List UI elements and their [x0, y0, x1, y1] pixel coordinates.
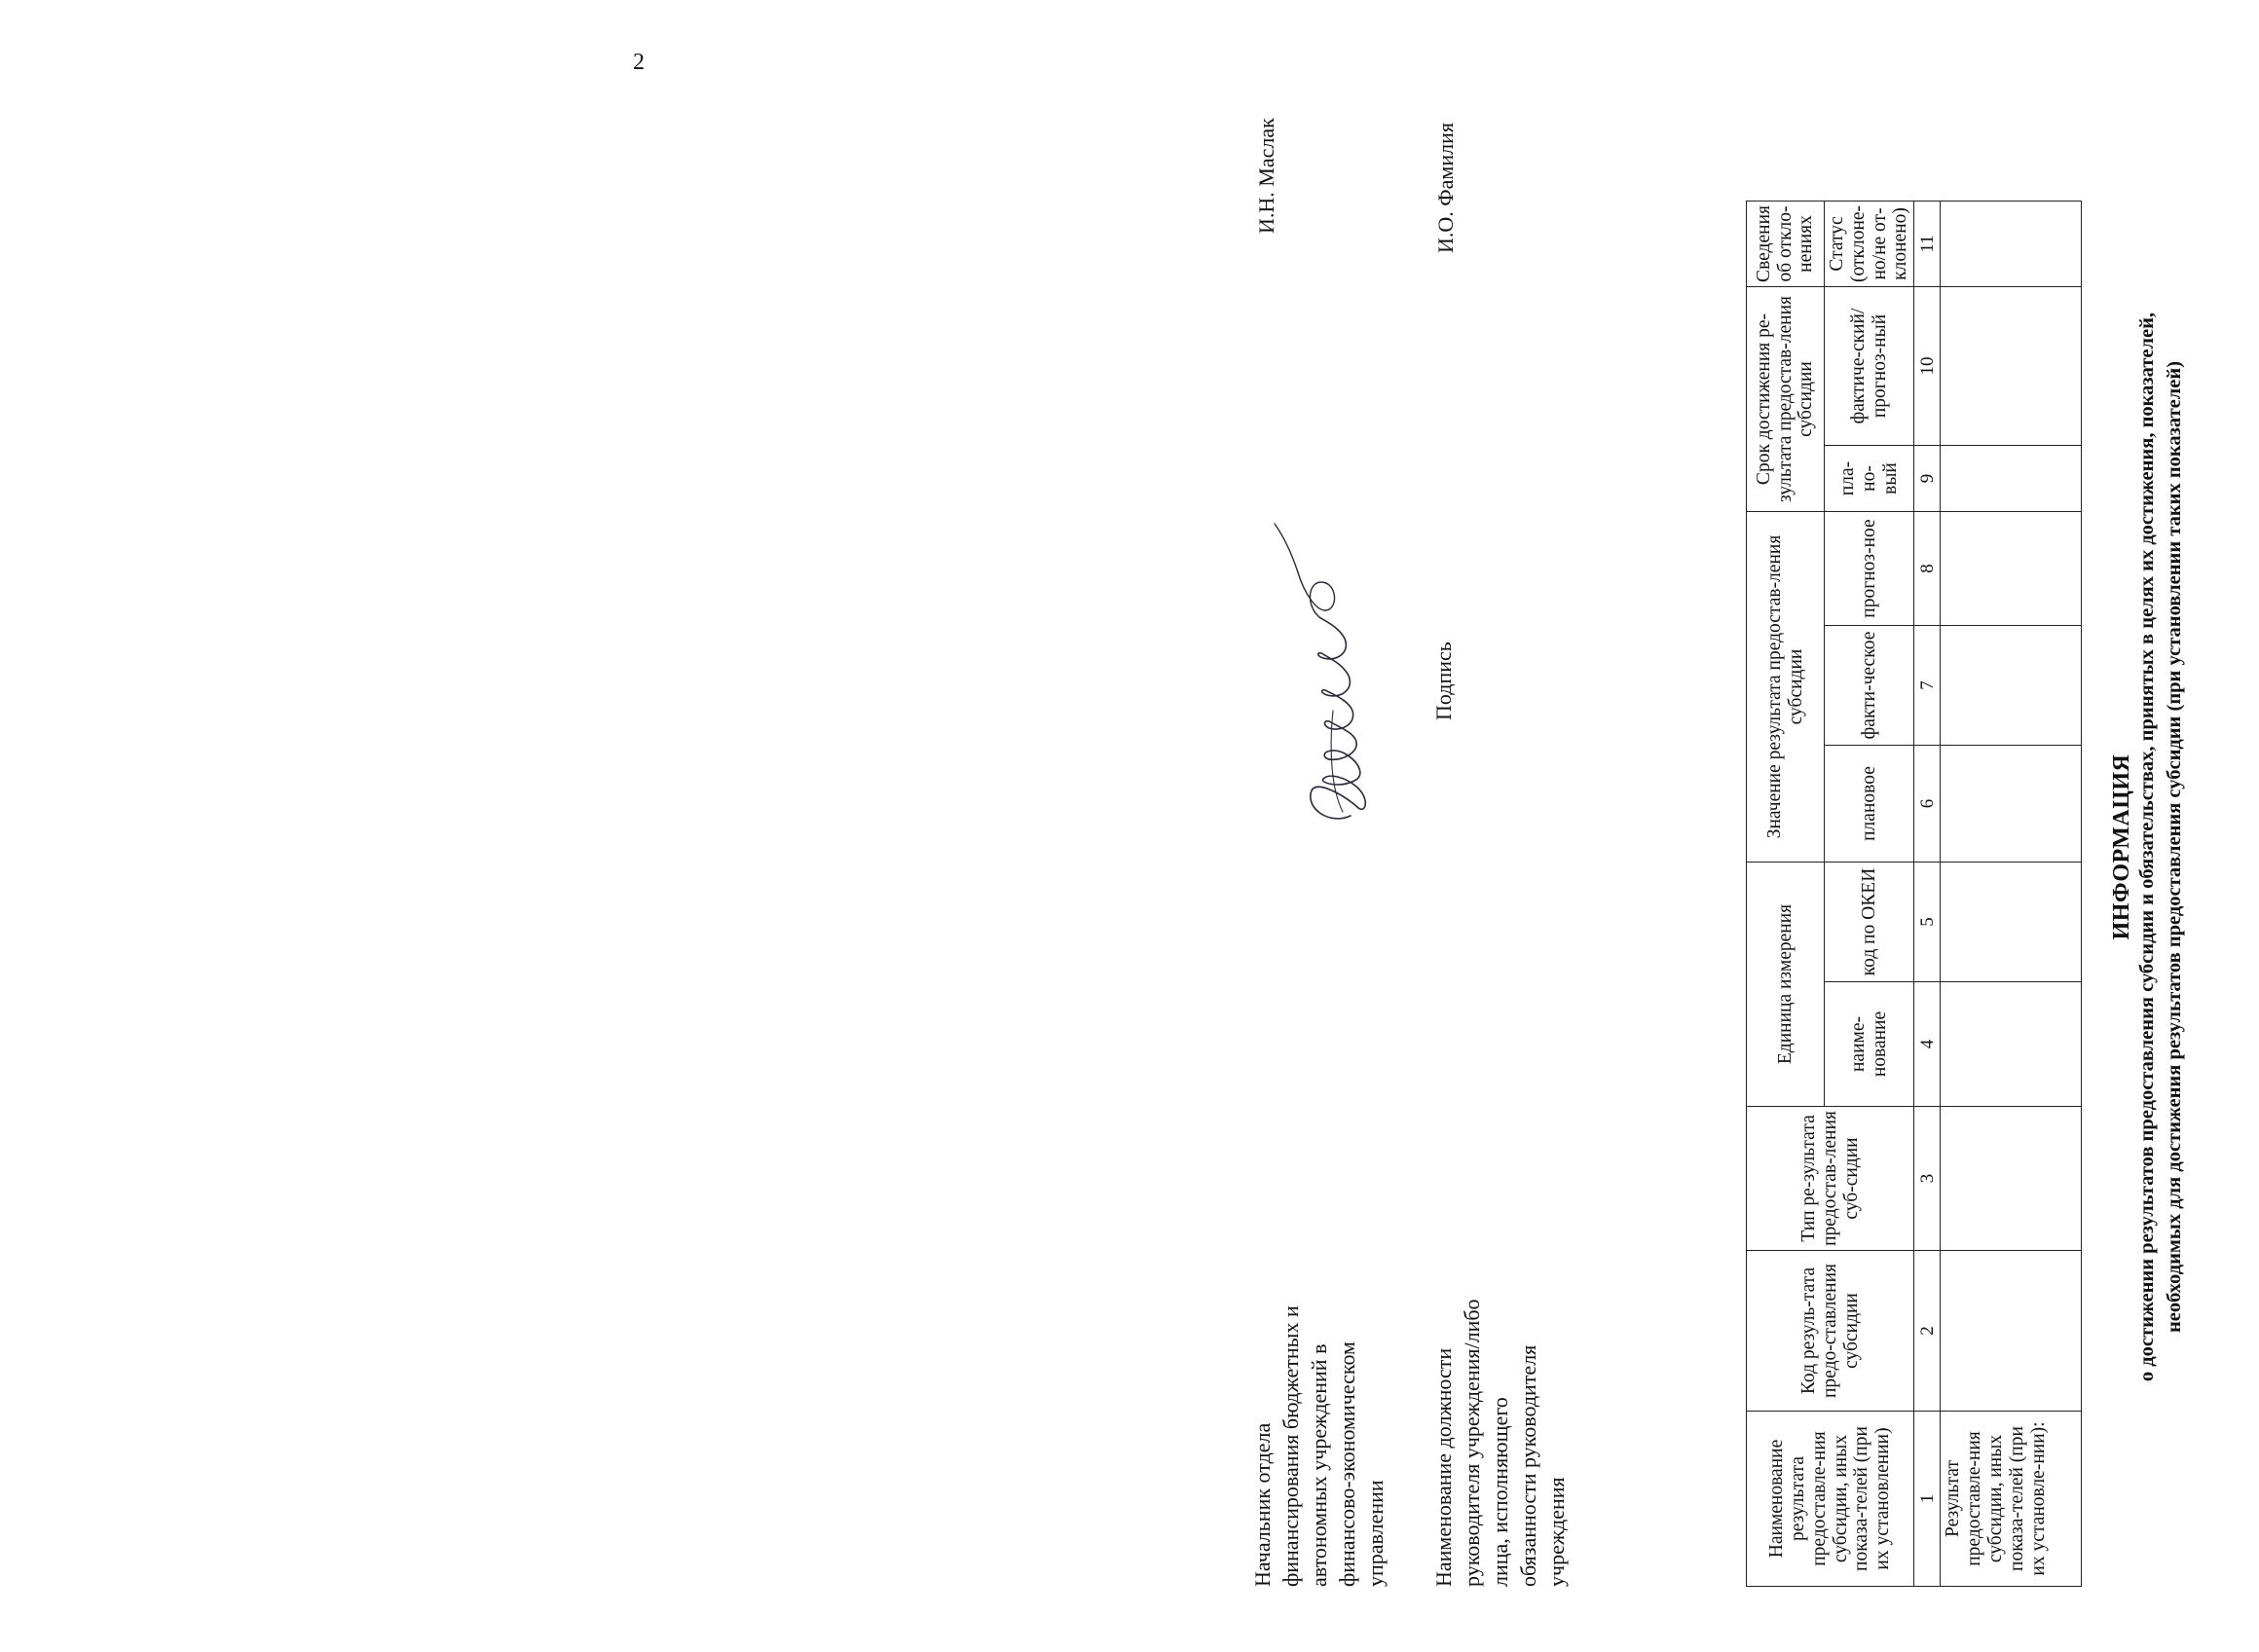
header-result-name: Наименование результата предоставле-ния субсидии, иных показа-телей (при их установлении) [1747, 1412, 1914, 1587]
table-cell [1941, 982, 2082, 1107]
header-deviation-group: Сведения об откло-нениях [1747, 201, 1825, 286]
column-number: 5 [1914, 863, 1941, 982]
header-unit-group: Единица измерения [1747, 863, 1825, 1107]
header-term-planned: пла-но-вый [1825, 446, 1914, 512]
header-result-type: Тип ре-зультата предостав-ления суб-сидии [1747, 1107, 1914, 1251]
signatory-name-1: И.О. Фамилия [1433, 123, 1458, 253]
column-number: 9 [1914, 446, 1941, 512]
column-number: 2 [1914, 1251, 1941, 1412]
page-number: 2 [633, 50, 645, 75]
column-number: 1 [1914, 1412, 1941, 1587]
document-title-line-2: о достижении результатов предоставления субсидии и обязательствах, принятых в целях их достижения, показателей, [2136, 312, 2158, 1382]
row-result-label: Результат предоставле-ния субсидии, иных показа-телей (при их установле-нии): [1941, 1412, 2082, 1587]
table-cell [1941, 626, 2082, 746]
signature-caption: Подпись [1431, 642, 1456, 720]
table-cell [1941, 512, 2082, 626]
signatory-name-2: И.Н. Маслак [1254, 118, 1278, 234]
document-heading: ИНФОРМАЦИЯ [2109, 753, 2134, 940]
header-deviation-status: Статус (отклоне-но/не от-клонено) [1825, 201, 1914, 286]
header-value-forecast: прогноз-ное [1825, 512, 1914, 626]
table-cell [1941, 446, 2082, 512]
table-cell [1941, 863, 2082, 982]
header-unit-name: наиме-нование [1825, 982, 1914, 1107]
header-value-actual: факти-ческое [1825, 626, 1914, 746]
header-value-group: Значение результата предостав-ления субсидии [1747, 512, 1825, 863]
header-term-group: Срок достижения ре-зультата предостав-ления субсидии [1747, 287, 1825, 512]
table-cell [1941, 1251, 2082, 1412]
header-term-actual-forecast: фактиче-ский/прогноз-ный [1825, 287, 1914, 446]
handwritten-signature [1261, 516, 1397, 837]
signatory-position-2: Начальник отдела финансирования бюджетных и автономных учреждений в финансово-экономическом управлении [1250, 1305, 1389, 1587]
column-number: 6 [1914, 746, 1941, 863]
results-table [1746, 201, 2082, 1587]
header-result-code: Код резуль-тата предо-ставления субсидии [1747, 1251, 1914, 1412]
column-number: 10 [1914, 287, 1941, 446]
table-cell [1941, 287, 2082, 446]
column-number: 4 [1914, 982, 1941, 1107]
column-number: 8 [1914, 512, 1941, 626]
table-cell [1941, 746, 2082, 863]
column-number: 3 [1914, 1107, 1941, 1251]
column-number: 11 [1914, 201, 1941, 286]
header-value-planned: плановое [1825, 746, 1914, 863]
rotated-page-content [1168, 78, 2259, 1616]
header-okei-code: код по ОКЕИ [1825, 863, 1914, 982]
table-cell [1941, 201, 2082, 286]
document-title-line-3: необходимых для достижения результатов предоставления субсидии (при установлении таких показателей) [2164, 360, 2185, 1334]
column-number: 7 [1914, 626, 1941, 746]
signatory-position-1: Наименование должности руководителя учреждения/либо лица, исполняющего обязанности руководителя учреждения [1431, 1299, 1570, 1587]
table-cell [1941, 1107, 2082, 1251]
